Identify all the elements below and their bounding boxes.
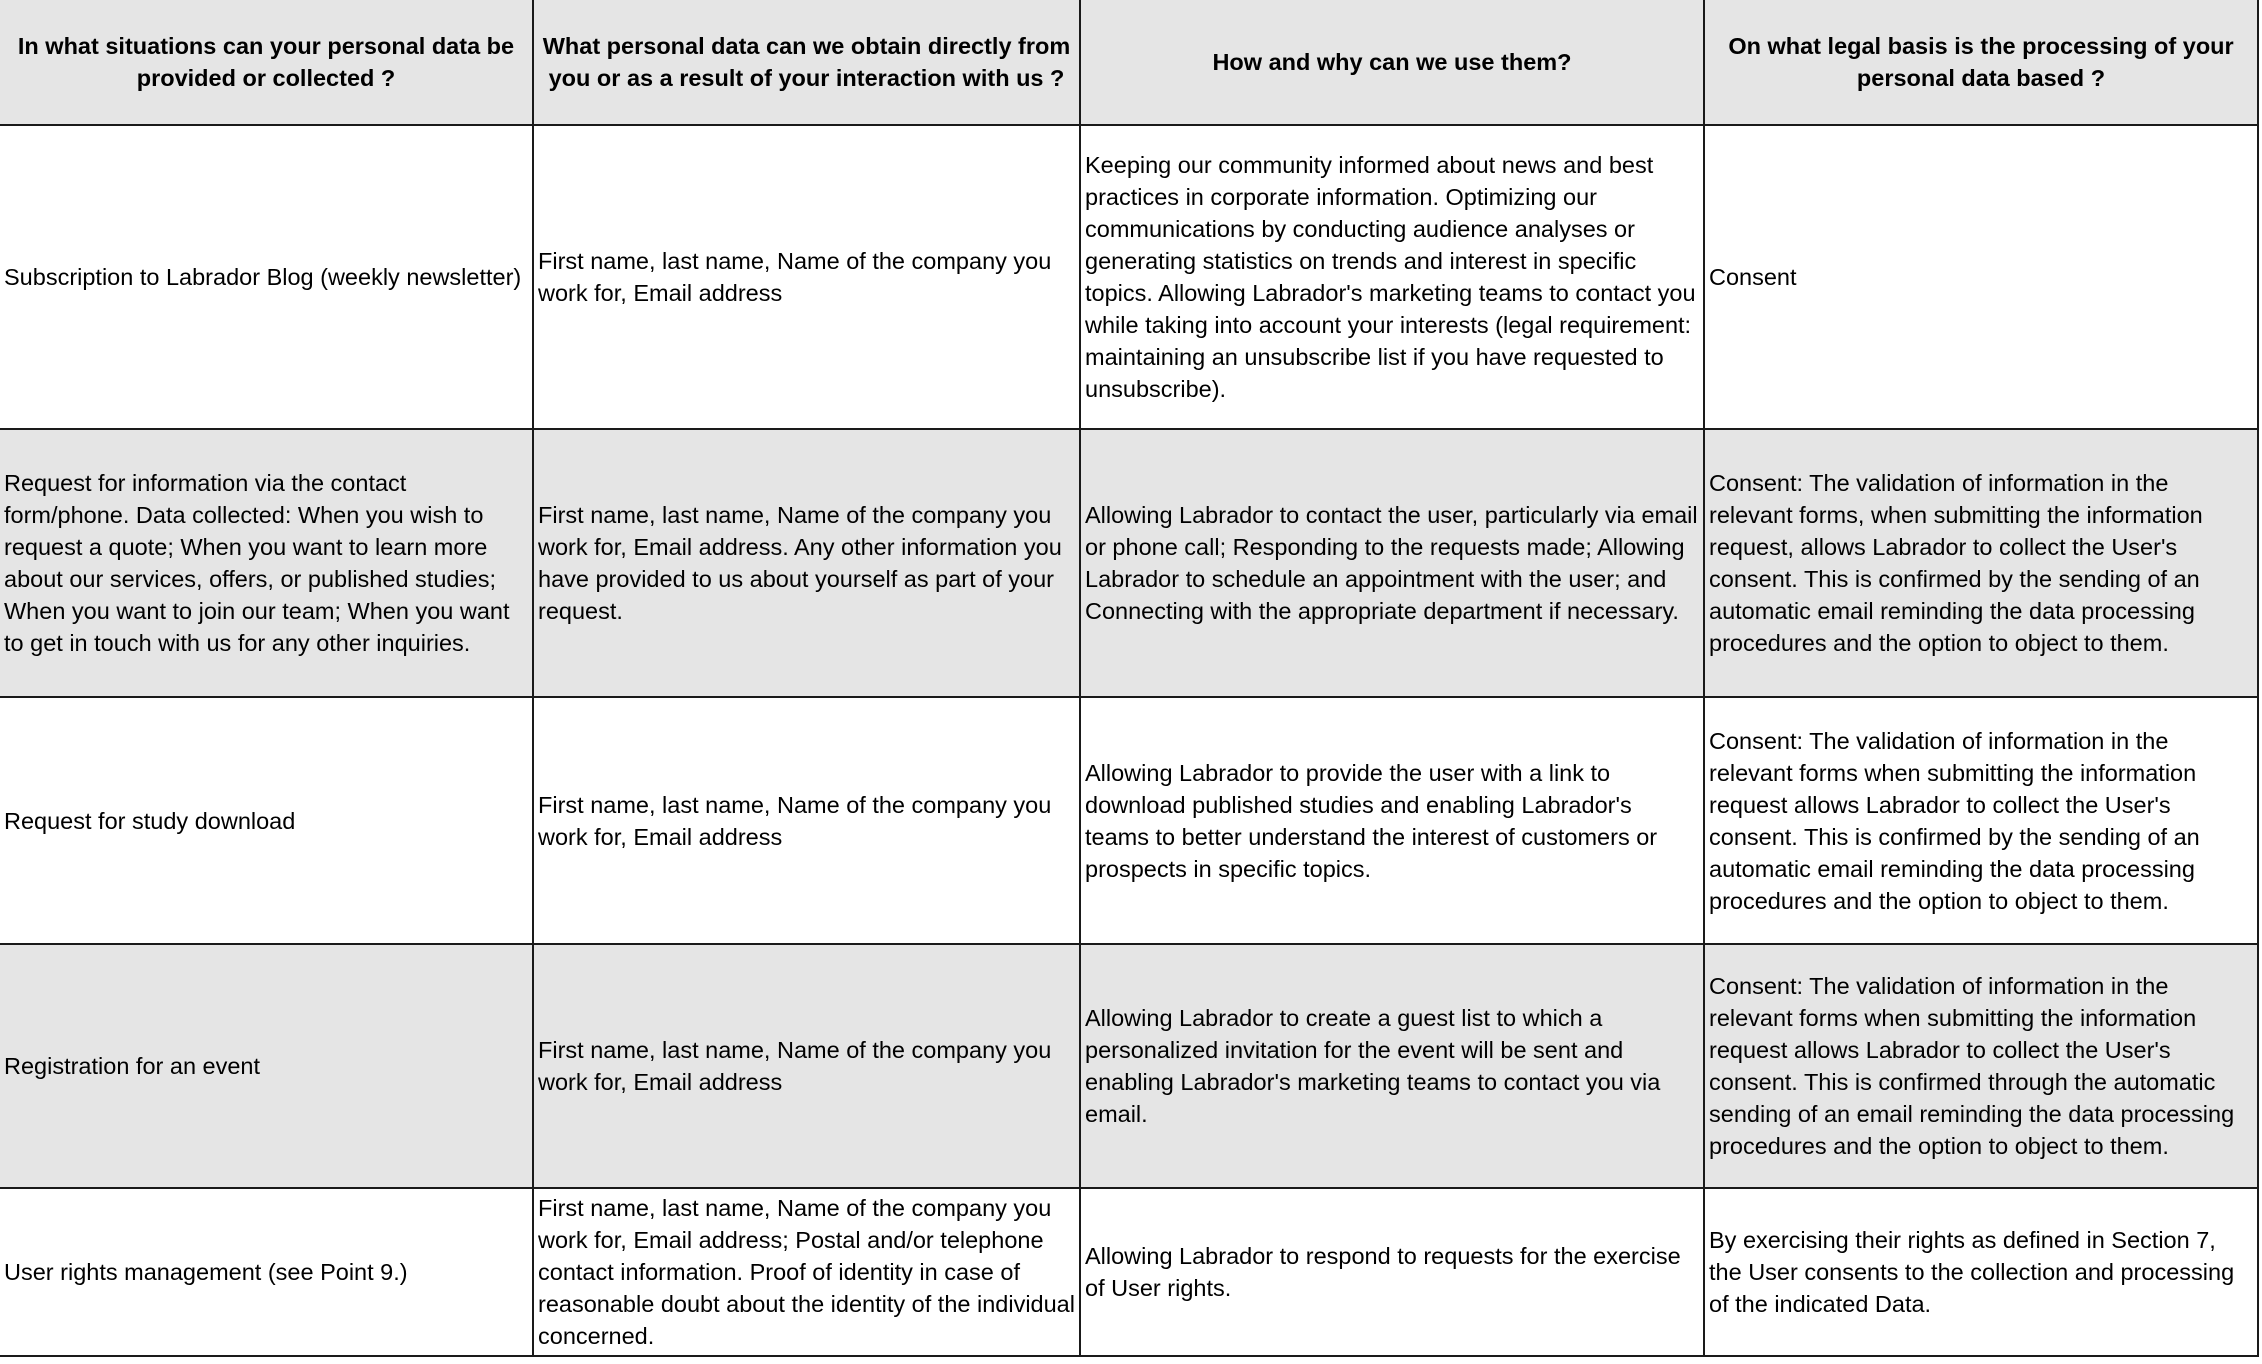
- header-usage[interactable]: How and why can we use them?: [1080, 0, 1704, 125]
- table-row: [0, 697, 2258, 944]
- header-row: [0, 0, 2258, 125]
- header-legal-basis[interactable]: On what legal basis is the processing of your personal data based ?: [1704, 0, 2258, 125]
- cell-situation[interactable]: Request for information via the contact form/phone. Data collected: When you wish to request a quote; When you want to learn more about our services, offers, or published studies; When you want to join our team; When you want to get in touch with us for any other inquiries.: [0, 429, 533, 697]
- cell-situation[interactable]: Request for study download: [0, 697, 533, 944]
- cell-situation[interactable]: Subscription to Labrador Blog (weekly newsletter): [0, 125, 533, 429]
- cell-legal-basis[interactable]: Consent: [1704, 125, 2258, 429]
- cell-usage[interactable]: Allowing Labrador to respond to requests for the exercise of User rights.: [1080, 1188, 1704, 1356]
- cell-usage[interactable]: Allowing Labrador to create a guest list to which a personalized invitation for the event will be sent and enabling Labrador's marketing teams to contact you via email.: [1080, 944, 1704, 1188]
- cell-situation[interactable]: Registration for an event: [0, 944, 533, 1188]
- cell-personal-data[interactable]: First name, last name, Name of the company you work for, Email address: [533, 697, 1080, 944]
- cell-legal-basis[interactable]: Consent: The validation of information in the relevant forms when submitting the information request allows Labrador to collect the User's consent. This is confirmed by the sending of an automatic email reminding the data processing procedures and the option to object to them.: [1704, 697, 2258, 944]
- cell-usage[interactable]: Allowing Labrador to contact the user, particularly via email or phone call; Responding to the requests made; Allowing Labrador to schedule an appointment with the user; and Connecting with the appropriate department if necessary.: [1080, 429, 1704, 697]
- cell-personal-data[interactable]: First name, last name, Name of the company you work for, Email address. Any other information you have provided to us about yourself as part of your request.: [533, 429, 1080, 697]
- header-personal-data[interactable]: What personal data can we obtain directly from you or as a result of your interaction with us ?: [533, 0, 1080, 125]
- header-situation[interactable]: In what situations can your personal data be provided or collected ?: [0, 0, 533, 125]
- table-row: [0, 125, 2258, 429]
- cell-legal-basis[interactable]: By exercising their rights as defined in Section 7, the User consents to the collection and processing of the indicated Data.: [1704, 1188, 2258, 1356]
- cell-situation[interactable]: User rights management (see Point 9.): [0, 1188, 533, 1356]
- cell-legal-basis[interactable]: Consent: The validation of information in the relevant forms, when submitting the information request, allows Labrador to collect the User's consent. This is confirmed by the sending of an automatic email reminding the data processing procedures and the option to object to them.: [1704, 429, 2258, 697]
- table-row: [0, 1188, 2258, 1356]
- cell-personal-data[interactable]: First name, last name, Name of the company you work for, Email address; Postal and/or telephone contact information. Proof of identity in case of reasonable doubt about the identity of the individual concerned.: [533, 1188, 1080, 1356]
- table-row: [0, 429, 2258, 697]
- cell-personal-data[interactable]: First name, last name, Name of the company you work for, Email address: [533, 125, 1080, 429]
- cell-usage[interactable]: Allowing Labrador to provide the user with a link to download published studies and enabling Labrador's teams to better understand the interest of customers or prospects in specific topics.: [1080, 697, 1704, 944]
- cell-personal-data[interactable]: First name, last name, Name of the company you work for, Email address: [533, 944, 1080, 1188]
- cell-usage[interactable]: Keeping our community informed about news and best practices in corporate information. Optimizing our communications by conducting audience analyses or generating statistics on trends and interest in specific topics. Allowing Labrador's marketing teams to contact you while taking into account your interests (legal requirement: maintaining an unsubscribe list if you have requested to unsubscribe).: [1080, 125, 1704, 429]
- cell-legal-basis[interactable]: Consent: The validation of information in the relevant forms when submitting the information request allows Labrador to collect the User's consent. This is confirmed through the automatic sending of an email reminding the data processing procedures and the option to object to them.: [1704, 944, 2258, 1188]
- table-row: [0, 944, 2258, 1188]
